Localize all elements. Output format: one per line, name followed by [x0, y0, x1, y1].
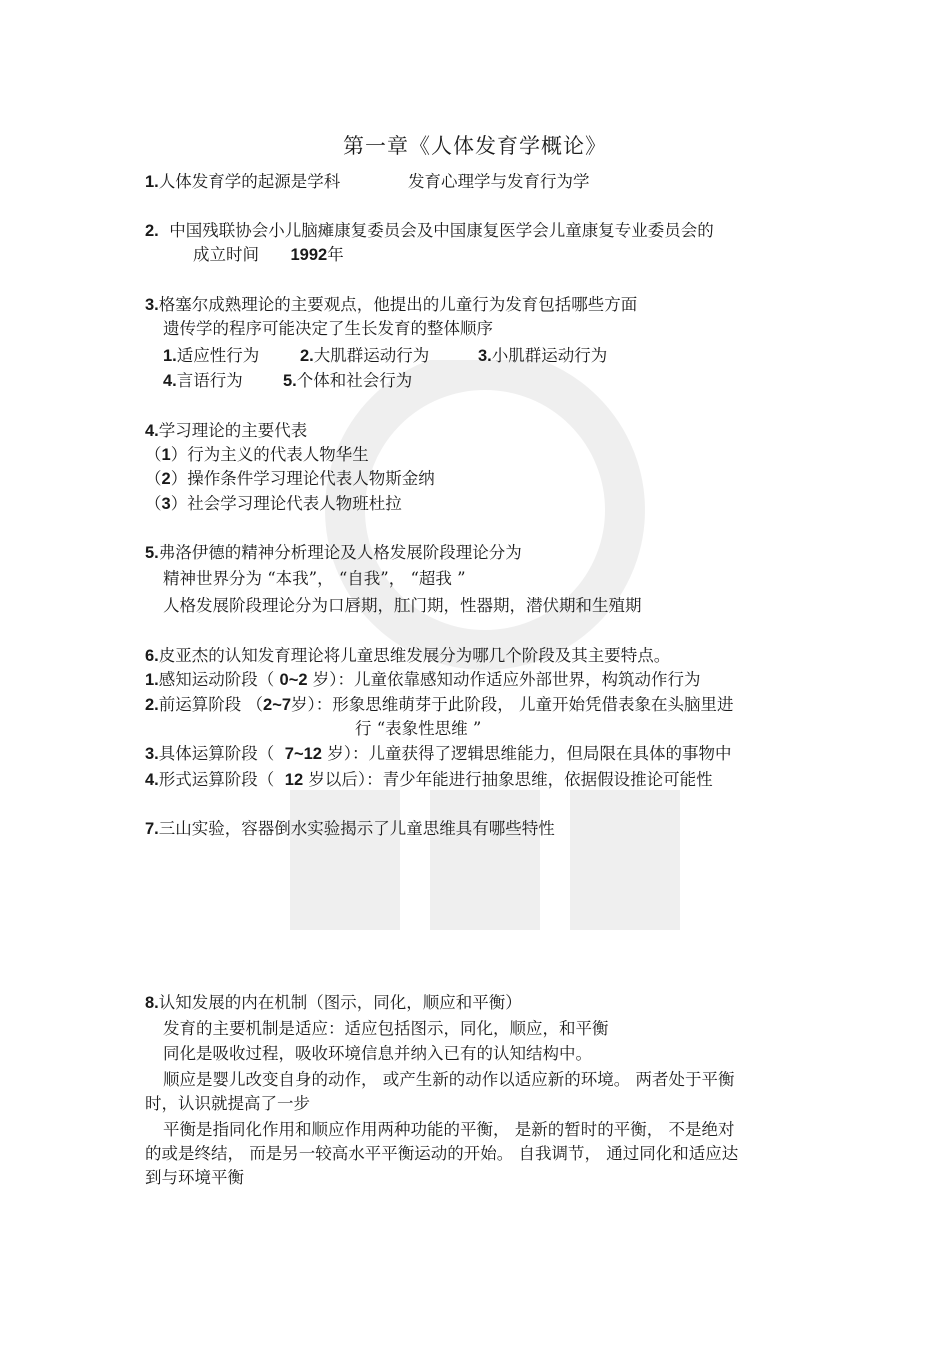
q3-item-3: 3.小肌群运动行为 — [478, 346, 608, 365]
q2-answer: 成立时间 1992年 — [193, 245, 344, 264]
page-title: 第一章《人体发育学概论》 — [343, 134, 607, 158]
q7-question: 7.三山实验，容器倒水实验揭示了儿童思维具有哪些特性 — [145, 819, 555, 838]
q2-question: 2. 中国残联协会小儿脑瘫康复委员会及中国康复医学会儿童康复专业委员会的 — [145, 221, 714, 240]
q6-stage-3: 3.具体运算阶段（ 7~12 岁）：儿童获得了逻辑思维能力，但局限在具体的事物中 — [145, 744, 732, 763]
q5-line3: 人格发展阶段理论分为口唇期，肛门期，性器期，潜伏期和生殖期 — [163, 596, 642, 615]
q3-item-2: 2.大肌群运动行为 — [300, 346, 430, 365]
q4-item-1: （1）行为主义的代表人物华生 — [145, 445, 369, 464]
q8-paragraph-3b: 时，认识就提高了一步 — [145, 1094, 310, 1113]
q3-item-4: 4.言语行为 — [163, 371, 243, 390]
q6-stage-2-continuation: 行 “表象性思维 ” — [355, 719, 482, 738]
q3-line2: 遗传学的程序可能决定了生长发育的整体顺序 — [163, 319, 493, 338]
q6-stage-2: 2.前运算阶段 （2~7岁）：形象思维萌芽于此阶段， 儿童开始凭借表象在头脑里进 — [145, 695, 734, 714]
q8-paragraph-4b: 的或是终结， 而是另一较高水平平衡运动的开始。 自我调节， 通过同化和适应达 — [145, 1144, 739, 1163]
q1-question: 1.人体发育学的起源是学科 — [145, 172, 341, 191]
q4-item-3: （3）社会学习理论代表人物班杜拉 — [145, 494, 402, 513]
q3-item-1: 1.适应性行为 — [163, 346, 260, 365]
q4-question: 4.学习理论的主要代表 — [145, 421, 308, 440]
q3-question: 3.格塞尔成熟理论的主要观点，他提出的儿童行为发育包括哪些方面 — [145, 295, 638, 314]
q6-stage-1: 1.感知运动阶段（ 0~2 岁）：儿童依靠感知动作适应外部世界，构筑动作行为 — [145, 670, 701, 689]
q5-line2: 精神世界分为 “本我”， “自我”， “超我 ” — [163, 569, 466, 588]
q3-item-5: 5.个体和社会行为 — [283, 371, 413, 390]
q6-stage-4: 4.形式运算阶段（ 12 岁以后）：青少年能进行抽象思维，依据假设推论可能性 — [145, 770, 713, 789]
q8-paragraph-4c: 到与环境平衡 — [145, 1168, 244, 1187]
q4-item-2: （2）操作条件学习理论代表人物斯金纳 — [145, 469, 435, 488]
q8-question: 8.认知发展的内在机制（图示，同化，顺应和平衡） — [145, 993, 522, 1012]
q6-question: 6.皮亚杰的认知发育理论将儿童思维发展分为哪几个阶段及其主要特点。 — [145, 646, 671, 665]
q8-paragraph-3a: 顺应是婴儿改变自身的动作， 或产生新的动作以适应新的环境。 两者处于平衡 — [163, 1070, 735, 1089]
q8-paragraph-2: 同化是吸收过程，吸收环境信息并纳入已有的认知结构中。 — [163, 1044, 592, 1063]
q8-paragraph-4a: 平衡是指同化作用和顺应作用两种功能的平衡， 是新的暂时的平衡， 不是绝对 — [163, 1120, 735, 1139]
q8-paragraph-1: 发育的主要机制是适应：适应包括图示，同化，顺应，和平衡 — [163, 1019, 609, 1038]
q5-question: 5.弗洛伊德的精神分析理论及人格发展阶段理论分为 — [145, 543, 522, 562]
q1-answer: 发育心理学与发育行为学 — [408, 172, 590, 191]
